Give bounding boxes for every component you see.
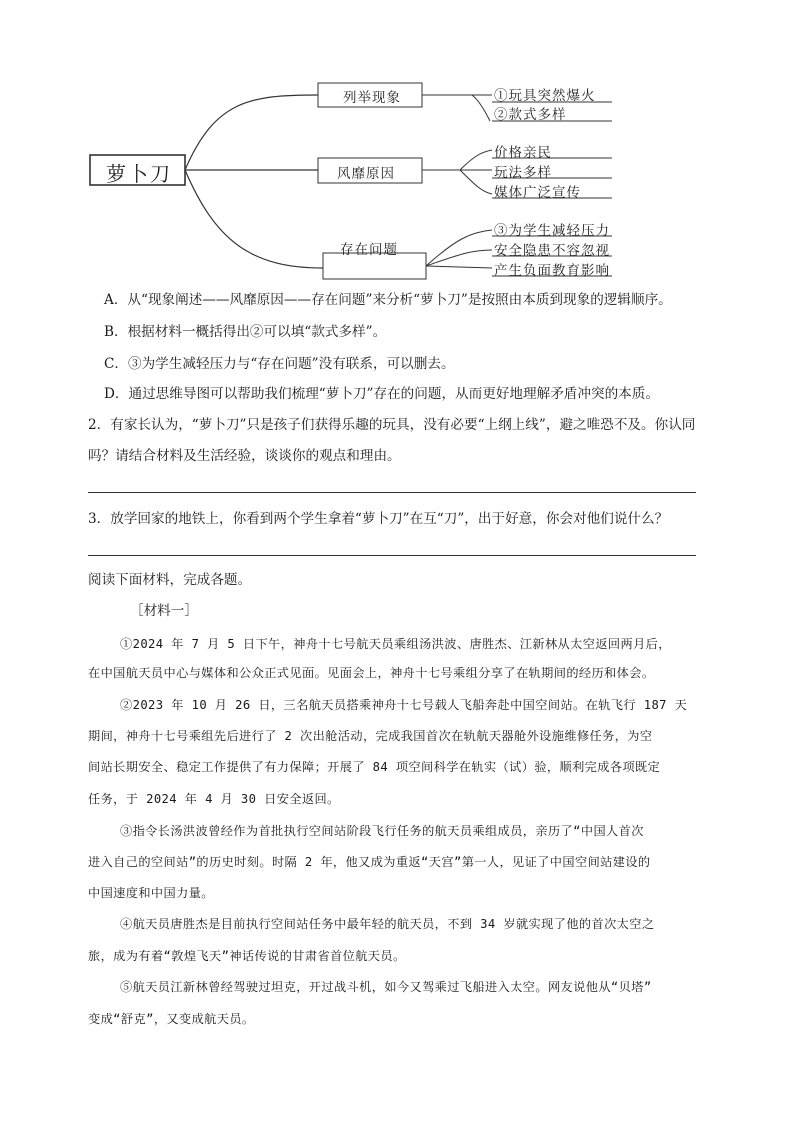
- mind-map-branch-label: 风靡原因: [337, 166, 395, 182]
- mind-map-leaf: ②款式多样: [494, 107, 567, 123]
- paragraph-4-line-1: ④航天员唐胜杰是目前执行空间站任务中最年轻的航天员，不到 34 岁就实现了他的首次太空之: [120, 917, 655, 931]
- paragraph-2-line-3: 间站长期安全、稳定工作提供了有力保障；开展了 84 项空间科学在轨实（试）验，顺利完成各项既定: [88, 760, 661, 774]
- paragraph-2-line-1: ②2023 年 10 月 26 日，三名航天员搭乘神舟十七号载人飞船奔赴中国空间站。在轨飞行 187 天: [120, 698, 688, 712]
- option-d: D．通过思维导图可以帮助我们梳理“萝卜刀”存在的问题，从而更好地理解矛盾冲突的本质。: [104, 386, 659, 402]
- option-b: B．根据材料一概括得出②可以填“款式多样”。: [104, 324, 387, 340]
- mind-map-branch-label: 存在问题: [340, 242, 398, 258]
- mind-map-root: 萝卜刀: [106, 162, 172, 186]
- mind-map-leaf: ①玩具突然爆火: [494, 88, 596, 104]
- mind-map-leaf: 产生负面教育影响: [494, 263, 610, 279]
- paragraph-4-line-2: 旅，成为有着“敦煌飞天”神话传说的甘肃省首位航天员。: [88, 949, 406, 963]
- question-3: 3．放学回家的地铁上，你看到两个学生拿着“萝卜刀”在互“刀”，出于好意，你会对他们说什么？: [88, 511, 669, 527]
- paragraph-2-line-2: 期间，神舟十七号乘组先后进行了 2 次出舱活动，完成我国首次在轨航天器舱外设施维修任务，为空: [88, 729, 653, 743]
- paragraph-1-line-1: ①2024 年 7 月 5 日下午，神舟十七号航天员乘组汤洪波、唐胜杰、江新林从太空返回两月后，: [120, 637, 671, 651]
- material-title: ［材料一］: [130, 603, 198, 619]
- mind-map-leaf: 安全隐患不容忽视: [494, 243, 610, 259]
- mind-map: [0, 0, 794, 285]
- answer-line[interactable]: [88, 555, 696, 556]
- branch-line-3: [185, 170, 323, 268]
- paragraph-3-line-1: ③指令长汤洪波曾经作为首批执行空间站阶段飞行任务的航天员乘组成员，亲历了“中国人首次: [120, 824, 644, 838]
- option-a: A．从“现象阐述——风靡原因——存在问题”来分析“萝卜刀”是按照由本质到现象的逻辑顺序。: [104, 292, 672, 308]
- mind-map-leaf: 价格亲民: [494, 145, 552, 161]
- paragraph-5-line-1: ⑤航天员江新林曾经驾驶过坦克，开过战斗机，如今又驾乘过飞船进入太空。网友说他从“贝塔”: [120, 980, 652, 994]
- paragraph-3-line-2: 进入自己的空间站”的历史时刻。时隔 2 年，他又成为重返“天宫”第一人，见证了中国空间站建设的: [88, 855, 651, 869]
- mind-map-branch-label: 列举现象: [343, 90, 401, 106]
- mind-map-leaf: 媒体广泛宣传: [494, 185, 581, 201]
- paragraph-3-line-3: 中国速度和中国力量。: [88, 886, 214, 900]
- branch-line-1: [185, 95, 318, 170]
- question-2-line-2: 吗？请结合材料及生活经验，谈谈你的观点和理由。: [88, 448, 401, 464]
- paragraph-2-line-4: 任务，于 2024 年 4 月 30 日安全返回。: [88, 792, 340, 806]
- option-c: C．③为学生减轻压力与“存在问题”没有联系，可以删去。: [104, 356, 455, 372]
- mind-map-leaf: 玩法多样: [494, 165, 552, 181]
- paragraph-5-line-2: 变成“舒克”，又变成航天员。: [88, 1012, 255, 1026]
- paragraph-1-line-2: 在中国航天员中心与媒体和公众正式见面。见面会上，神舟十七号乘组分享了在轨期间的经历和体会。: [88, 666, 655, 680]
- mind-map-leaf: ③为学生减轻压力: [494, 223, 610, 239]
- reading-intro: 阅读下面材料，完成各题。: [88, 572, 252, 588]
- question-2-line-1: 2．有家长认为，“萝卜刀”只是孩子们获得乐趣的玩具，没有必要“上纲上线”，避之唯恐不及。你认同: [88, 417, 696, 433]
- answer-line[interactable]: [88, 492, 696, 493]
